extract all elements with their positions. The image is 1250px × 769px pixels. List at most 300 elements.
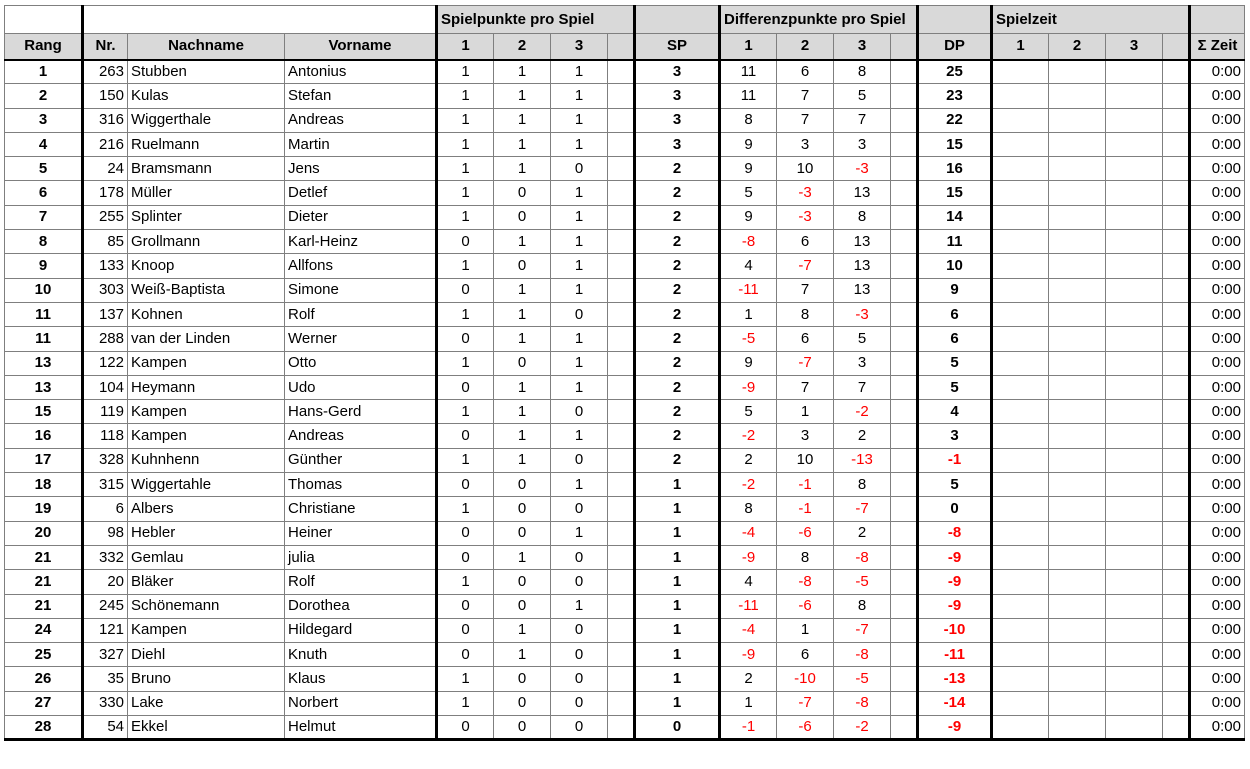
diff-points-spacer-cell	[891, 545, 918, 569]
diff-points-total-cell: -9	[918, 570, 992, 594]
table-row	[5, 60, 1245, 84]
time-3-cell	[1106, 205, 1163, 229]
game-points-2-cell: 1	[494, 278, 551, 302]
start-number-cell: 150	[83, 84, 128, 108]
time-2-cell	[1049, 643, 1106, 667]
time-spacer-cell	[1163, 327, 1190, 351]
time-1-cell	[992, 618, 1049, 642]
table-row	[5, 230, 1245, 254]
time-3-cell	[1106, 327, 1163, 351]
rank-cell: 21	[5, 570, 83, 594]
last-name-cell: Diehl	[128, 643, 285, 667]
diff-points-2-cell: -3	[777, 181, 834, 205]
table-row	[5, 254, 1245, 278]
diff-points-spacer-cell	[891, 302, 918, 326]
game-points-1-cell: 0	[437, 424, 494, 448]
last-name-cell: Kuhnhenn	[128, 448, 285, 472]
game-points-3-cell: 1	[551, 60, 608, 84]
game-points-2-cell: 0	[494, 521, 551, 545]
start-number-cell: 327	[83, 643, 128, 667]
diff-points-spacer-cell	[891, 400, 918, 424]
game-points-2-cell: 0	[494, 667, 551, 691]
time-spacer-cell	[1163, 667, 1190, 691]
time-total-cell: 0:00	[1190, 643, 1245, 667]
time-total-cell: 0:00	[1190, 716, 1245, 740]
group-spielzeit: Spielzeit	[992, 6, 1190, 34]
table-row	[5, 570, 1245, 594]
time-spacer-cell	[1163, 181, 1190, 205]
game-points-3-cell: 1	[551, 278, 608, 302]
game-points-3-cell: 1	[551, 424, 608, 448]
game-points-3-cell: 0	[551, 643, 608, 667]
header-sp-3: 3	[551, 34, 608, 60]
first-name-cell: Antonius	[285, 60, 437, 84]
first-name-cell: Andreas	[285, 108, 437, 132]
time-2-cell	[1049, 181, 1106, 205]
game-points-2-cell: 0	[494, 473, 551, 497]
game-points-spacer-cell	[608, 545, 635, 569]
time-1-cell	[992, 108, 1049, 132]
start-number-cell: 85	[83, 230, 128, 254]
game-points-1-cell: 1	[437, 157, 494, 181]
diff-points-spacer-cell	[891, 570, 918, 594]
rank-cell: 10	[5, 278, 83, 302]
game-points-1-cell: 1	[437, 691, 494, 715]
diff-points-total-cell: 16	[918, 157, 992, 181]
game-points-spacer-cell	[608, 691, 635, 715]
rank-cell: 21	[5, 545, 83, 569]
table-row	[5, 375, 1245, 399]
diff-points-3-cell: 2	[834, 424, 891, 448]
time-total-cell: 0:00	[1190, 230, 1245, 254]
first-name-cell: Martin	[285, 132, 437, 156]
table-row	[5, 667, 1245, 691]
game-points-spacer-cell	[608, 521, 635, 545]
first-name-cell: Helmut	[285, 716, 437, 740]
time-total-cell: 0:00	[1190, 327, 1245, 351]
game-points-spacer-cell	[608, 643, 635, 667]
game-points-spacer-cell	[608, 448, 635, 472]
start-number-cell: 303	[83, 278, 128, 302]
diff-points-2-cell: -1	[777, 473, 834, 497]
diff-points-2-cell: -8	[777, 570, 834, 594]
diff-points-3-cell: 8	[834, 60, 891, 84]
game-points-total-cell: 1	[635, 594, 720, 618]
time-2-cell	[1049, 521, 1106, 545]
game-points-1-cell: 1	[437, 84, 494, 108]
time-3-cell	[1106, 84, 1163, 108]
rank-cell: 8	[5, 230, 83, 254]
start-number-cell: 245	[83, 594, 128, 618]
diff-points-total-cell: 22	[918, 108, 992, 132]
game-points-3-cell: 0	[551, 691, 608, 715]
time-1-cell	[992, 570, 1049, 594]
column-header-row	[5, 34, 1245, 60]
last-name-cell: Bramsmann	[128, 157, 285, 181]
game-points-3-cell: 0	[551, 618, 608, 642]
last-name-cell: Hebler	[128, 521, 285, 545]
game-points-spacer-cell	[608, 473, 635, 497]
diff-points-2-cell: 7	[777, 108, 834, 132]
start-number-cell: 118	[83, 424, 128, 448]
first-name-cell: Werner	[285, 327, 437, 351]
game-points-2-cell: 1	[494, 132, 551, 156]
first-name-cell: Allfons	[285, 254, 437, 278]
start-number-cell: 6	[83, 497, 128, 521]
start-number-cell: 137	[83, 302, 128, 326]
time-2-cell	[1049, 302, 1106, 326]
diff-points-3-cell: 8	[834, 205, 891, 229]
game-points-spacer-cell	[608, 302, 635, 326]
diff-points-1-cell: -11	[720, 594, 777, 618]
first-name-cell: Norbert	[285, 691, 437, 715]
time-1-cell	[992, 594, 1049, 618]
time-1-cell	[992, 351, 1049, 375]
time-2-cell	[1049, 424, 1106, 448]
diff-points-1-cell: 1	[720, 691, 777, 715]
time-total-cell: 0:00	[1190, 448, 1245, 472]
time-1-cell	[992, 545, 1049, 569]
first-name-cell: Simone	[285, 278, 437, 302]
time-3-cell	[1106, 254, 1163, 278]
diff-points-spacer-cell	[891, 132, 918, 156]
time-spacer-cell	[1163, 691, 1190, 715]
start-number-cell: 332	[83, 545, 128, 569]
game-points-total-cell: 2	[635, 278, 720, 302]
group-differenzpunkte: Differenzpunkte pro Spiel	[720, 6, 918, 34]
start-number-cell: 20	[83, 570, 128, 594]
time-1-cell	[992, 157, 1049, 181]
last-name-cell: Kampen	[128, 424, 285, 448]
diff-points-2-cell: -7	[777, 254, 834, 278]
time-1-cell	[992, 375, 1049, 399]
game-points-2-cell: 1	[494, 448, 551, 472]
time-3-cell	[1106, 643, 1163, 667]
header-sp-2: 2	[494, 34, 551, 60]
game-points-1-cell: 1	[437, 400, 494, 424]
game-points-spacer-cell	[608, 205, 635, 229]
time-spacer-cell	[1163, 375, 1190, 399]
game-points-spacer-cell	[608, 278, 635, 302]
start-number-cell: 316	[83, 108, 128, 132]
header-zeit-2: 2	[1049, 34, 1106, 60]
header-sp-1: 1	[437, 34, 494, 60]
table-row	[5, 643, 1245, 667]
game-points-3-cell: 1	[551, 521, 608, 545]
start-number-cell: 288	[83, 327, 128, 351]
diff-points-3-cell: 5	[834, 327, 891, 351]
table-row	[5, 618, 1245, 642]
diff-points-1-cell: -9	[720, 375, 777, 399]
diff-points-1-cell: 5	[720, 181, 777, 205]
game-points-total-cell: 1	[635, 570, 720, 594]
last-name-cell: Lake	[128, 691, 285, 715]
diff-points-1-cell: -5	[720, 327, 777, 351]
diff-points-3-cell: -8	[834, 691, 891, 715]
game-points-1-cell: 0	[437, 594, 494, 618]
game-points-1-cell: 0	[437, 473, 494, 497]
game-points-2-cell: 1	[494, 157, 551, 181]
game-points-2-cell: 1	[494, 643, 551, 667]
header-zeit-spacer	[1163, 34, 1190, 60]
time-total-cell: 0:00	[1190, 254, 1245, 278]
header-zeit-total: Σ Zeit	[1190, 34, 1245, 60]
first-name-cell: Otto	[285, 351, 437, 375]
diff-points-total-cell: 11	[918, 230, 992, 254]
first-name-cell: Günther	[285, 448, 437, 472]
game-points-3-cell: 1	[551, 84, 608, 108]
game-points-total-cell: 2	[635, 254, 720, 278]
time-spacer-cell	[1163, 132, 1190, 156]
diff-points-3-cell: -3	[834, 157, 891, 181]
first-name-cell: Dieter	[285, 205, 437, 229]
diff-points-spacer-cell	[891, 618, 918, 642]
game-points-1-cell: 1	[437, 181, 494, 205]
diff-points-1-cell: 11	[720, 84, 777, 108]
diff-points-1-cell: 9	[720, 157, 777, 181]
game-points-total-cell: 2	[635, 400, 720, 424]
diff-points-2-cell: 8	[777, 545, 834, 569]
group-spielpunkte: Spielpunkte pro Spiel	[437, 6, 635, 34]
time-2-cell	[1049, 667, 1106, 691]
rank-cell: 25	[5, 643, 83, 667]
diff-points-total-cell: 5	[918, 351, 992, 375]
game-points-2-cell: 0	[494, 497, 551, 521]
diff-points-spacer-cell	[891, 254, 918, 278]
game-points-3-cell: 0	[551, 667, 608, 691]
diff-points-total-cell: -13	[918, 667, 992, 691]
diff-points-spacer-cell	[891, 84, 918, 108]
diff-points-1-cell: -2	[720, 424, 777, 448]
time-1-cell	[992, 60, 1049, 84]
start-number-cell: 24	[83, 157, 128, 181]
diff-points-1-cell: 1	[720, 302, 777, 326]
game-points-1-cell: 0	[437, 643, 494, 667]
diff-points-2-cell: 10	[777, 448, 834, 472]
last-name-cell: Splinter	[128, 205, 285, 229]
header-zeit-3: 3	[1106, 34, 1163, 60]
group-blank-rang	[5, 6, 83, 34]
time-3-cell	[1106, 278, 1163, 302]
diff-points-spacer-cell	[891, 667, 918, 691]
diff-points-total-cell: 5	[918, 473, 992, 497]
game-points-2-cell: 1	[494, 618, 551, 642]
rank-cell: 1	[5, 60, 83, 84]
group-blank-zeit	[1190, 6, 1245, 34]
time-1-cell	[992, 132, 1049, 156]
time-1-cell	[992, 84, 1049, 108]
game-points-2-cell: 1	[494, 108, 551, 132]
last-name-cell: Albers	[128, 497, 285, 521]
last-name-cell: Gemlau	[128, 545, 285, 569]
first-name-cell: Dorothea	[285, 594, 437, 618]
game-points-total-cell: 1	[635, 691, 720, 715]
time-total-cell: 0:00	[1190, 521, 1245, 545]
time-2-cell	[1049, 716, 1106, 740]
time-total-cell: 0:00	[1190, 157, 1245, 181]
game-points-spacer-cell	[608, 351, 635, 375]
time-2-cell	[1049, 691, 1106, 715]
time-2-cell	[1049, 60, 1106, 84]
time-spacer-cell	[1163, 60, 1190, 84]
diff-points-2-cell: 10	[777, 157, 834, 181]
game-points-1-cell: 1	[437, 60, 494, 84]
table-row	[5, 473, 1245, 497]
diff-points-3-cell: -2	[834, 400, 891, 424]
last-name-cell: Müller	[128, 181, 285, 205]
diff-points-2-cell: -3	[777, 205, 834, 229]
last-name-cell: Bläker	[128, 570, 285, 594]
table-row	[5, 521, 1245, 545]
first-name-cell: Hildegard	[285, 618, 437, 642]
time-2-cell	[1049, 254, 1106, 278]
rank-cell: 20	[5, 521, 83, 545]
last-name-cell: Wiggertahle	[128, 473, 285, 497]
rank-cell: 5	[5, 157, 83, 181]
time-2-cell	[1049, 618, 1106, 642]
game-points-total-cell: 2	[635, 424, 720, 448]
time-1-cell	[992, 448, 1049, 472]
time-total-cell: 0:00	[1190, 400, 1245, 424]
time-spacer-cell	[1163, 716, 1190, 740]
start-number-cell: 104	[83, 375, 128, 399]
diff-points-spacer-cell	[891, 691, 918, 715]
diff-points-1-cell: 2	[720, 448, 777, 472]
time-spacer-cell	[1163, 302, 1190, 326]
diff-points-2-cell: -6	[777, 716, 834, 740]
time-total-cell: 0:00	[1190, 108, 1245, 132]
game-points-total-cell: 3	[635, 60, 720, 84]
diff-points-total-cell: -14	[918, 691, 992, 715]
time-spacer-cell	[1163, 400, 1190, 424]
first-name-cell: Rolf	[285, 570, 437, 594]
header-rang: Rang	[5, 34, 83, 60]
game-points-total-cell: 2	[635, 327, 720, 351]
time-total-cell: 0:00	[1190, 84, 1245, 108]
first-name-cell: Jens	[285, 157, 437, 181]
time-1-cell	[992, 181, 1049, 205]
diff-points-2-cell: 7	[777, 278, 834, 302]
diff-points-total-cell: 5	[918, 375, 992, 399]
time-spacer-cell	[1163, 278, 1190, 302]
diff-points-spacer-cell	[891, 205, 918, 229]
time-spacer-cell	[1163, 545, 1190, 569]
diff-points-spacer-cell	[891, 594, 918, 618]
game-points-3-cell: 1	[551, 351, 608, 375]
table-row	[5, 594, 1245, 618]
diff-points-2-cell: 6	[777, 327, 834, 351]
rank-cell: 16	[5, 424, 83, 448]
time-1-cell	[992, 643, 1049, 667]
table-row	[5, 108, 1245, 132]
diff-points-total-cell: -8	[918, 521, 992, 545]
time-1-cell	[992, 278, 1049, 302]
time-3-cell	[1106, 497, 1163, 521]
time-total-cell: 0:00	[1190, 181, 1245, 205]
time-spacer-cell	[1163, 108, 1190, 132]
diff-points-total-cell: 14	[918, 205, 992, 229]
time-1-cell	[992, 327, 1049, 351]
last-name-cell: Kohnen	[128, 302, 285, 326]
diff-points-total-cell: -10	[918, 618, 992, 642]
rank-cell: 11	[5, 327, 83, 351]
time-spacer-cell	[1163, 84, 1190, 108]
diff-points-2-cell: 6	[777, 60, 834, 84]
time-spacer-cell	[1163, 594, 1190, 618]
table-row	[5, 205, 1245, 229]
start-number-cell: 328	[83, 448, 128, 472]
diff-points-3-cell: 8	[834, 594, 891, 618]
time-2-cell	[1049, 278, 1106, 302]
time-spacer-cell	[1163, 205, 1190, 229]
first-name-cell: Hans-Gerd	[285, 400, 437, 424]
table-row	[5, 351, 1245, 375]
game-points-total-cell: 2	[635, 157, 720, 181]
time-2-cell	[1049, 545, 1106, 569]
first-name-cell: julia	[285, 545, 437, 569]
diff-points-3-cell: 3	[834, 351, 891, 375]
game-points-1-cell: 1	[437, 570, 494, 594]
game-points-total-cell: 2	[635, 448, 720, 472]
time-1-cell	[992, 205, 1049, 229]
time-2-cell	[1049, 108, 1106, 132]
time-3-cell	[1106, 181, 1163, 205]
time-2-cell	[1049, 157, 1106, 181]
diff-points-3-cell: 7	[834, 108, 891, 132]
time-3-cell	[1106, 108, 1163, 132]
first-name-cell: Christiane	[285, 497, 437, 521]
rank-cell: 13	[5, 375, 83, 399]
start-number-cell: 263	[83, 60, 128, 84]
time-3-cell	[1106, 667, 1163, 691]
game-points-2-cell: 1	[494, 84, 551, 108]
game-points-total-cell: 2	[635, 205, 720, 229]
diff-points-3-cell: 13	[834, 230, 891, 254]
time-2-cell	[1049, 205, 1106, 229]
diff-points-1-cell: 4	[720, 254, 777, 278]
diff-points-2-cell: 7	[777, 84, 834, 108]
game-points-total-cell: 2	[635, 351, 720, 375]
time-total-cell: 0:00	[1190, 545, 1245, 569]
game-points-2-cell: 1	[494, 230, 551, 254]
time-2-cell	[1049, 570, 1106, 594]
game-points-3-cell: 1	[551, 230, 608, 254]
start-number-cell: 216	[83, 132, 128, 156]
rank-cell: 21	[5, 594, 83, 618]
diff-points-2-cell: 6	[777, 643, 834, 667]
game-points-2-cell: 0	[494, 691, 551, 715]
time-3-cell	[1106, 157, 1163, 181]
game-points-1-cell: 1	[437, 667, 494, 691]
time-2-cell	[1049, 230, 1106, 254]
game-points-spacer-cell	[608, 157, 635, 181]
start-number-cell: 121	[83, 618, 128, 642]
diff-points-1-cell: 9	[720, 351, 777, 375]
diff-points-total-cell: 6	[918, 327, 992, 351]
table-row	[5, 157, 1245, 181]
game-points-total-cell: 1	[635, 643, 720, 667]
game-points-1-cell: 0	[437, 278, 494, 302]
first-name-cell: Rolf	[285, 302, 437, 326]
time-spacer-cell	[1163, 497, 1190, 521]
diff-points-1-cell: -2	[720, 473, 777, 497]
header-sp-total: SP	[635, 34, 720, 60]
table-row	[5, 84, 1245, 108]
time-total-cell: 0:00	[1190, 618, 1245, 642]
diff-points-spacer-cell	[891, 230, 918, 254]
time-3-cell	[1106, 691, 1163, 715]
diff-points-2-cell: -6	[777, 594, 834, 618]
